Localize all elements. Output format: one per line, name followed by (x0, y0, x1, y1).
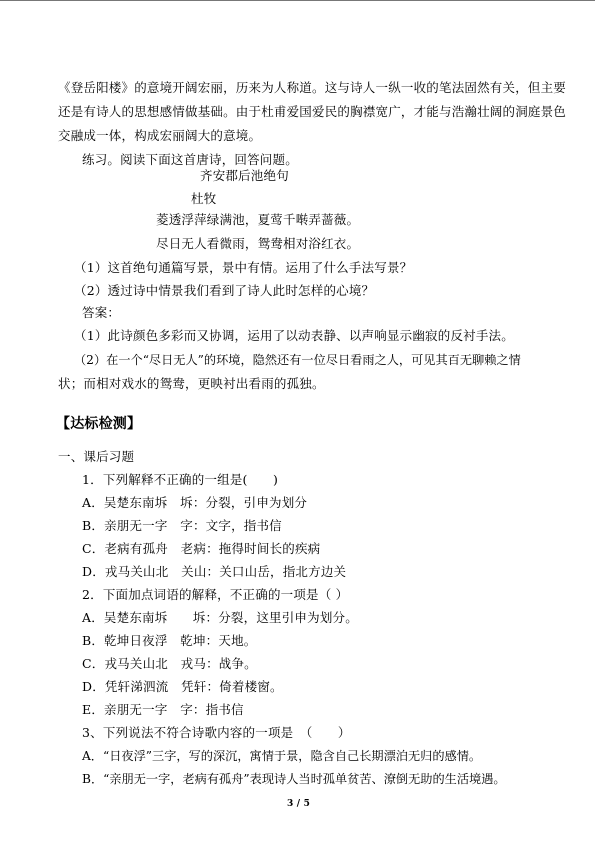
poem-line: 尽日无人看微雨，鸳鸯相对浴红衣。 (156, 236, 360, 251)
intro-paragraph-line: 交融成一体，构成宏丽阔大的意境。 (58, 128, 262, 143)
answer-option: B．“亲朋无一字，老病有孤舟”表现诗人当时孤单贫苦、潦倒无助的生活境遇。 (82, 772, 506, 786)
exercise-instruction: 练习。阅读下面这首唐诗，回答问题。 (82, 152, 298, 167)
question-stem: 2．下面加点词语的解释，不正确的一项是（ ） (82, 587, 349, 602)
question-line: （2）透过诗中情景我们看到了诗人此时怎样的心境？ (74, 283, 375, 298)
poem-title: 齐安郡后池绝句 (200, 168, 289, 183)
poem-author: 杜牧 (191, 191, 217, 206)
answer-option: B．亲朋无一字 字：文字，指书信 (82, 518, 282, 533)
answer-option: C．老病有孤舟 老病：拖得时间长的疾病 (82, 541, 321, 556)
section-heading: 【达标检测】 (56, 416, 142, 432)
answer-label: 答案： (82, 305, 121, 320)
answer-option: A．吴楚东南坼 坼：分裂，这里引申为划分。 (82, 610, 358, 625)
question-stem: 3、下列说法不符合诗歌内容的一项是 （ ） (82, 725, 351, 740)
intro-paragraph-line: 《登岳阳楼》的意境开阔宏丽，历来为人称道。这与诗人一纵一收的笔法固然有关，但主要 (58, 80, 567, 95)
poem-line: 菱透浮萍绿满池，夏莺千啭弄蔷薇。 (156, 212, 360, 227)
answer-option: C．戎马关山北 戎马：战争。 (82, 656, 257, 671)
section-subheading: 一、课后习题 (58, 449, 135, 464)
answer-option: D．凭轩涕泗流 凭轩：倚着楼窗。 (82, 679, 283, 694)
answer-option: A．吴楚东南坼 坼：分裂，引申为划分 (82, 495, 308, 510)
page-number: 3 / 5 (287, 799, 311, 809)
question-line: （1）这首绝句通篇写景，景中有情。运用了什么手法写景？ (74, 260, 413, 275)
answer-line: （2）在一个“尽日无人”的环境，隐然还有一位尽日看雨之人，可见其百无聊赖之情 (74, 353, 521, 367)
question-stem: 1．下列解释不正确的一组是( ) (82, 472, 279, 487)
answer-option: A．“日夜浮”三字，写的深沉，寓情于景，隐含自己长期漂泊无归的感情。 (82, 749, 482, 763)
answer-line: 状；而相对戏水的鸳鸯，更映衬出看雨的孤独。 (58, 376, 325, 391)
answer-option: B．乾坤日夜浮 乾坤：天地。 (82, 633, 257, 648)
answer-option: E．亲朋无一字 字：指书信 (82, 702, 244, 717)
intro-paragraph-line: 还是有诗人的思想感情做基础。由于杜甫爱国爱民的胸襟宽广，才能与浩瀚壮阔的洞庭景色 (58, 104, 567, 119)
answer-line: （1）此诗颜色多彩而又协调，运用了以动表静、以声响显示幽寂的反衬手法。 (74, 328, 514, 343)
answer-option: D．戎马关山北 关山：关口山岳，指北方边关 (82, 564, 347, 579)
